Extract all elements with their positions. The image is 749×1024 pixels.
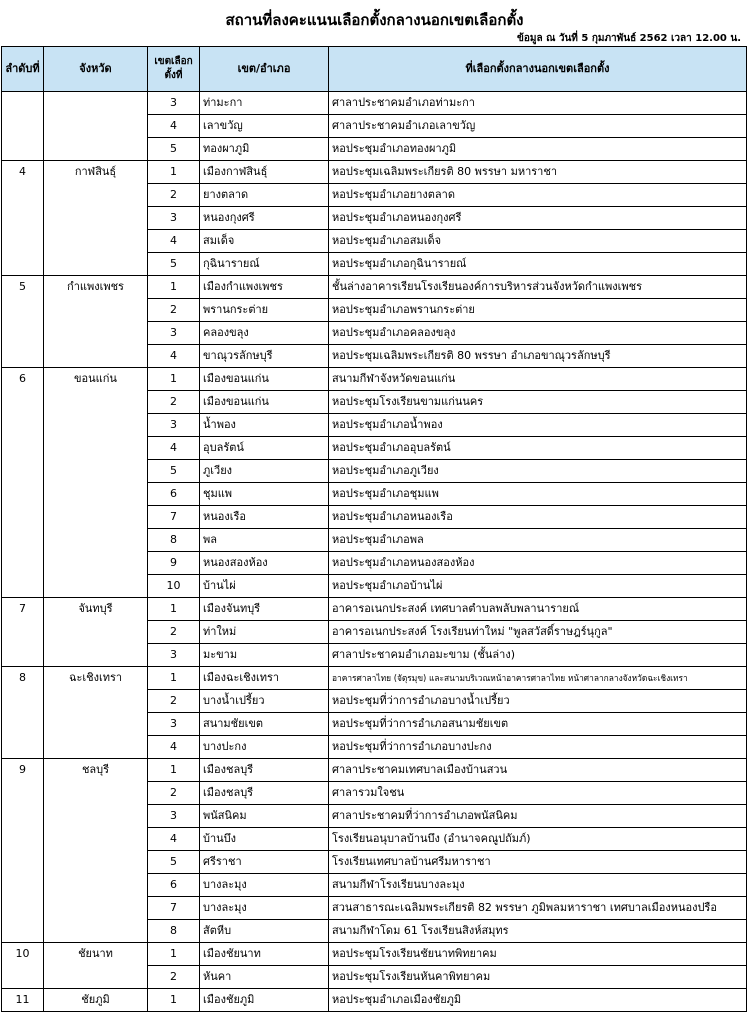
cell-district-no: 1 <box>148 276 200 299</box>
cell-amphoe: เมืองขอนแก่น <box>200 391 329 414</box>
cell-amphoe: บ้านบึง <box>200 828 329 851</box>
cell-amphoe: เมืองขอนแก่น <box>200 368 329 391</box>
cell-district-no: 3 <box>148 805 200 828</box>
cell-location: อาคารอเนกประสงค์ โรงเรียนท่าใหม่ "พูลสวัสดิ์ราษฎร์นุกูล" <box>329 621 747 644</box>
cell-location: หอประชุมอำเภอหนองเรือ <box>329 506 747 529</box>
cell-district-no: 3 <box>148 713 200 736</box>
cell-district-no: 1 <box>148 161 200 184</box>
cell-district-no: 8 <box>148 529 200 552</box>
cell-province: ฉะเชิงเทรา <box>44 667 148 759</box>
cell-location: หอประชุมโรงเรียนขามแก่นนคร <box>329 391 747 414</box>
cell-amphoe: เมืองชัยนาท <box>200 943 329 966</box>
cell-district-no: 2 <box>148 391 200 414</box>
cell-location: หอประชุมอำเภอน้ำพอง <box>329 414 747 437</box>
cell-location: หอประชุมอำเภอบ้านไผ่ <box>329 575 747 598</box>
cell-province: ขอนแก่น <box>44 368 148 598</box>
cell-amphoe: หนองกุงศรี <box>200 207 329 230</box>
table-row <box>2 759 747 782</box>
cell-district-no: 3 <box>148 414 200 437</box>
cell-amphoe: ท่าใหม่ <box>200 621 329 644</box>
cell-amphoe: หันคา <box>200 966 329 989</box>
cell-district-no: 5 <box>148 460 200 483</box>
cell-location: ศาลาประชาคมอำเภอมะขาม (ชั้นล่าง) <box>329 644 747 667</box>
cell-location: หอประชุมอำเภอพล <box>329 529 747 552</box>
cell-location: ศาลาประชาคมอำเภอเลาขวัญ <box>329 115 747 138</box>
cell-location: ชั้นล่างอาคารเรียนโรงเรียนองค์การบริหารส่วนจังหวัดกำแพงเพชร <box>329 276 747 299</box>
table-row <box>2 667 747 690</box>
cell-location: หอประชุมอำเภอชุมแพ <box>329 483 747 506</box>
cell-amphoe: เมืองจันทบุรี <box>200 598 329 621</box>
cell-amphoe: เมืองชลบุรี <box>200 759 329 782</box>
cell-location: หอประชุมเฉลิมพระเกียรติ 80 พรรษา อำเภอขาณุวรลักษบุรี <box>329 345 747 368</box>
cell-location: หอประชุมอำเภอพรานกระต่าย <box>329 299 747 322</box>
cell-location: ศาลาประชาคมที่ว่าการอำเภอพนัสนิคม <box>329 805 747 828</box>
cell-amphoe: บางน้ำเปรี้ยว <box>200 690 329 713</box>
cell-amphoe: บางปะกง <box>200 736 329 759</box>
cell-amphoe: พรานกระต่าย <box>200 299 329 322</box>
cell-amphoe: ทองผาภูมิ <box>200 138 329 161</box>
cell-location: หอประชุมอำเภอกุฉินารายณ์ <box>329 253 747 276</box>
table-body <box>2 92 747 1012</box>
cell-amphoe: เมืองฉะเชิงเทรา <box>200 667 329 690</box>
cell-district-no: 1 <box>148 989 200 1012</box>
cell-district-no: 2 <box>148 299 200 322</box>
cell-district-no: 9 <box>148 552 200 575</box>
cell-province: ชลบุรี <box>44 759 148 943</box>
cell-order: 8 <box>2 667 44 759</box>
cell-amphoe: บางละมุง <box>200 874 329 897</box>
cell-district-no: 4 <box>148 828 200 851</box>
cell-amphoe: พล <box>200 529 329 552</box>
cell-location: โรงเรียนอนุบาลบ้านบึง (อำนาจคณูปถัมภ์) <box>329 828 747 851</box>
cell-location: สนามกีฬาโรงเรียนบางละมุง <box>329 874 747 897</box>
cell-district-no: 1 <box>148 598 200 621</box>
cell-order: 11 <box>2 989 44 1012</box>
cell-amphoe: เลาขวัญ <box>200 115 329 138</box>
cell-location: หอประชุมอำเภอสมเด็จ <box>329 230 747 253</box>
cell-amphoe: อุบลรัตน์ <box>200 437 329 460</box>
cell-location: หอประชุมเฉลิมพระเกียรติ 80 พรรษา มหาราชา <box>329 161 747 184</box>
cell-amphoe: บางละมุง <box>200 897 329 920</box>
cell-province: กำแพงเพชร <box>44 276 148 368</box>
cell-location: หอประชุมอำเภอยางตลาด <box>329 184 747 207</box>
cell-district-no: 2 <box>148 782 200 805</box>
cell-location: สนามกีฬาจังหวัดขอนแก่น <box>329 368 747 391</box>
table-row <box>2 161 747 184</box>
table-row <box>2 276 747 299</box>
cell-district-no: 3 <box>148 92 200 115</box>
cell-amphoe: สนามชัยเขต <box>200 713 329 736</box>
cell-location: หอประชุมอำเภอคลองขลุง <box>329 322 747 345</box>
cell-district-no: 4 <box>148 736 200 759</box>
cell-order: 4 <box>2 161 44 276</box>
cell-amphoe: เมืองกำแพงเพชร <box>200 276 329 299</box>
cell-amphoe: กุฉินารายณ์ <box>200 253 329 276</box>
cell-district-no: 3 <box>148 322 200 345</box>
cell-amphoe: เมืองชลบุรี <box>200 782 329 805</box>
cell-order: 5 <box>2 276 44 368</box>
cell-amphoe: ยางตลาด <box>200 184 329 207</box>
cell-district-no: 1 <box>148 759 200 782</box>
header-amphoe: เขต/อำเภอ <box>200 47 329 92</box>
cell-amphoe: หนองสองห้อง <box>200 552 329 575</box>
table-row <box>2 92 747 115</box>
cell-location: หอประชุมที่ว่าการอำเภอสนามชัยเขต <box>329 713 747 736</box>
cell-amphoe: น้ำพอง <box>200 414 329 437</box>
cell-province: จันทบุรี <box>44 598 148 667</box>
cell-district-no: 5 <box>148 138 200 161</box>
cell-district-no: 10 <box>148 575 200 598</box>
cell-district-no: 5 <box>148 253 200 276</box>
header-location: ที่เลือกตั้งกลางนอกเขตเลือกตั้ง <box>329 47 747 92</box>
table-row <box>2 368 747 391</box>
cell-amphoe: คลองขลุง <box>200 322 329 345</box>
cell-location: หอประชุมที่ว่าการอำเภอบางปะกง <box>329 736 747 759</box>
cell-location: หอประชุมอำเภอหนองสองห้อง <box>329 552 747 575</box>
cell-location: หอประชุมโรงเรียนหันคาพิทยาคม <box>329 966 747 989</box>
table-header <box>2 47 747 92</box>
cell-district-no: 2 <box>148 690 200 713</box>
cell-amphoe: มะขาม <box>200 644 329 667</box>
cell-location: หอประชุมอำเภอทองผาภูมิ <box>329 138 747 161</box>
cell-location: สวนสาธารณะเฉลิมพระเกียรติ 82 พรรษา ภูมิพลมหาราชา เทศบาลเมืองหนองปรือ <box>329 897 747 920</box>
cell-district-no: 2 <box>148 184 200 207</box>
cell-amphoe: สมเด็จ <box>200 230 329 253</box>
table-row <box>2 943 747 966</box>
page-title: สถานที่ลงคะแนนเลือกตั้งกลางนอกเขตเลือกตั้ง <box>225 11 524 29</box>
cell-location: หอประชุมอำเภอเมืองชัยภูมิ <box>329 989 747 1012</box>
cell-amphoe: พนัสนิคม <box>200 805 329 828</box>
cell-district-no: 4 <box>148 115 200 138</box>
cell-amphoe: ท่ามะกา <box>200 92 329 115</box>
cell-district-no: 8 <box>148 920 200 943</box>
cell-district-no: 1 <box>148 667 200 690</box>
cell-amphoe: หนองเรือ <box>200 506 329 529</box>
cell-district-no: 4 <box>148 437 200 460</box>
cell-district-no: 4 <box>148 230 200 253</box>
cell-amphoe: ภูเวียง <box>200 460 329 483</box>
cell-amphoe: ศรีราชา <box>200 851 329 874</box>
header-order: ลำดับที่ <box>2 47 44 92</box>
header-province: จังหวัด <box>44 47 148 92</box>
cell-district-no: 1 <box>148 368 200 391</box>
cell-order: 7 <box>2 598 44 667</box>
cell-district-no: 7 <box>148 897 200 920</box>
cell-district-no: 3 <box>148 644 200 667</box>
cell-province <box>44 92 148 161</box>
cell-location: หอประชุมอำเภออุบลรัตน์ <box>329 437 747 460</box>
header-district-no: เขตเลือกตั้งที่ <box>148 47 200 92</box>
cell-location: อาคารศาลาไทย (จัตุรมุข) และสนามบริเวณหน้าอาคารศาลาไทย หน้าศาลากลางจังหวัดฉะเชิงเทรา <box>329 667 747 690</box>
cell-district-no: 7 <box>148 506 200 529</box>
table-row <box>2 989 747 1012</box>
cell-location: หอประชุมที่ว่าการอำเภอบางน้ำเปรี้ยว <box>329 690 747 713</box>
cell-province: ชัยนาท <box>44 943 148 989</box>
cell-district-no: 2 <box>148 621 200 644</box>
cell-district-no: 4 <box>148 345 200 368</box>
cell-district-no: 6 <box>148 483 200 506</box>
cell-location: หอประชุมโรงเรียนชัยนาทพิทยาคม <box>329 943 747 966</box>
table-row <box>2 598 747 621</box>
cell-amphoe: บ้านไผ่ <box>200 575 329 598</box>
polling-locations-table <box>1 46 747 1012</box>
cell-location: หอประชุมอำเภอภูเวียง <box>329 460 747 483</box>
cell-location: ศาลารวมใจชน <box>329 782 747 805</box>
cell-amphoe: ชุมแพ <box>200 483 329 506</box>
data-timestamp: ข้อมูล ณ วันที่ 5 กุมภาพันธ์ 2562 เวลา 12.00 น. <box>517 33 741 44</box>
cell-amphoe: สัตหีบ <box>200 920 329 943</box>
cell-district-no: 3 <box>148 207 200 230</box>
cell-province: ชัยภูมิ <box>44 989 148 1012</box>
cell-order: 9 <box>2 759 44 943</box>
cell-order: 10 <box>2 943 44 989</box>
cell-location: ศาลาประชาคมเทศบาลเมืองบ้านสวน <box>329 759 747 782</box>
cell-order: 6 <box>2 368 44 598</box>
cell-district-no: 2 <box>148 966 200 989</box>
cell-amphoe: เมืองชัยภูมิ <box>200 989 329 1012</box>
cell-district-no: 1 <box>148 943 200 966</box>
cell-district-no: 5 <box>148 851 200 874</box>
cell-location: อาคารอเนกประสงค์ เทศบาลตำบลพลับพลานารายณ์ <box>329 598 747 621</box>
cell-location: สนามกีฬาโดม 61 โรงเรียนสิงห์สมุทร <box>329 920 747 943</box>
cell-amphoe: ขาณุวรลักษบุรี <box>200 345 329 368</box>
cell-amphoe: เมืองกาฬสินธุ์ <box>200 161 329 184</box>
cell-district-no: 6 <box>148 874 200 897</box>
cell-location: หอประชุมอำเภอหนองกุงศรี <box>329 207 747 230</box>
cell-location: ศาลาประชาคมอำเภอท่ามะกา <box>329 92 747 115</box>
cell-order <box>2 92 44 161</box>
cell-province: กาฬสินธุ์ <box>44 161 148 276</box>
cell-location: โรงเรียนเทศบาลบ้านศรีมหาราชา <box>329 851 747 874</box>
